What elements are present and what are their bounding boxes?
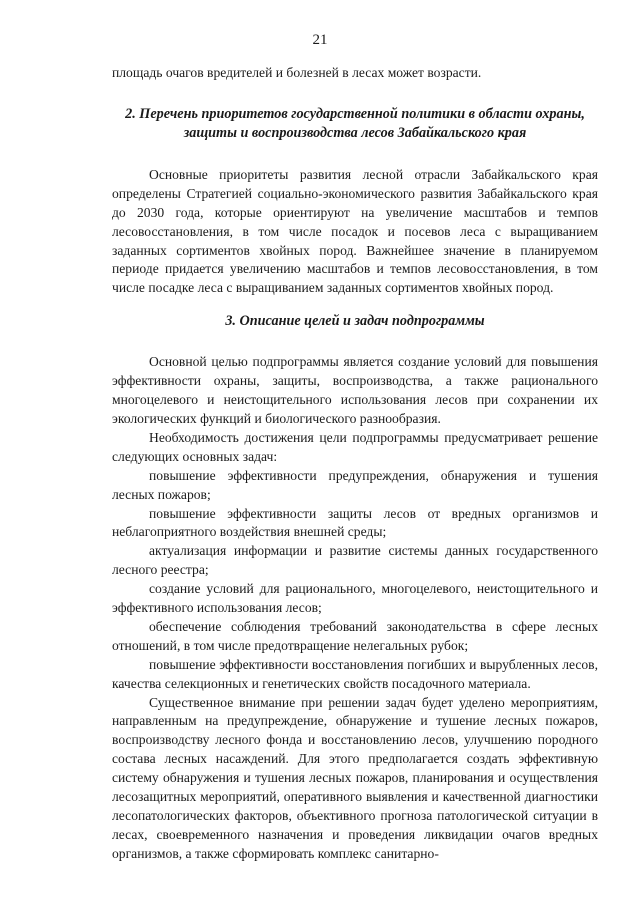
goal-paragraph: Основной целью подпрограммы является создание условий для повышения эффективности охраны, защиты, воспроизводства, а также рационального многоцелевого и неистощительного использования лесов при сохранении их экологических функций и биологического разнообразия.: [112, 354, 598, 426]
task-item: обеспечение соблюдения требований законодательства в сфере лесных отношений, в том числе предотвращение нелегальных рубок;: [112, 618, 598, 653]
section-3-heading: 3. Описание целей и задач подпрограммы: [225, 313, 485, 330]
page-content: [112, 64, 598, 864]
task-item: повышение эффективности защиты лесов от вредных организмов и неблагоприятного воздействия внешней среды;: [112, 505, 598, 540]
closing-paragraph: Существенное внимание при решении задач будет уделено мероприятиям, направленным на предупреждение, обнаружение и тушение лесных пожаров, воспроизводству лесного фонда и восстановлению лесов, улучшению породного состава лесных насаждений. Для этого предполагается создать эффективную систему обнаружения и тушения лесных пожаров, планирования и осуществления лесозащитных мероприятий, оперативного выявления и качественной диагностики лесопатологических факторов, объективного прогноза патологической ситуации в лесах, своевременного назначения и проведения ликвидации очагов вредных организмов, а также сформировать комплекс санитарно-: [112, 694, 598, 861]
task-item: повышение эффективности восстановления погибших и вырубленных лесов, качества селекционных и генетических свойств посадочного материала.: [112, 656, 598, 691]
task-item: актуализация информации и развитие системы данных государственного лесного реестра;: [112, 543, 598, 578]
intro-line: площадь очагов вредителей и болезней в лесах может возрасти.: [112, 65, 482, 80]
section-2-heading: 2. Перечень приоритетов государственной политики в области охраны, защиты и воспроизводства лесов Забайкальского края: [125, 105, 585, 141]
tasks-intro-paragraph: Необходимость достижения цели подпрограммы предусматривает решение следующих основных задач:: [112, 429, 598, 464]
task-item: создание условий для рационального, многоцелевого, неистощительного и эффективного использования лесов;: [112, 581, 598, 616]
task-item: повышение эффективности предупреждения, обнаружения и тушения лесных пожаров;: [112, 467, 598, 502]
page-number: 21: [312, 32, 328, 48]
section-2-paragraph: Основные приоритеты развития лесной отрасли Забайкальского края определены Стратегией социально-экономического развития Забайкальского края до 2030 года, которые ориентируют на увеличение масштабов и темпов лесовосстановления, в том числе посадок и посевов леса с выращиванием заданных сортиментов хвойных пород. Важнейшее значение в планируемом периоде придается увеличению масштабов и темпов лесовосстановления, в том числе посадке леса с выращиванием заданных сортиментов хвойных пород.: [112, 166, 598, 296]
